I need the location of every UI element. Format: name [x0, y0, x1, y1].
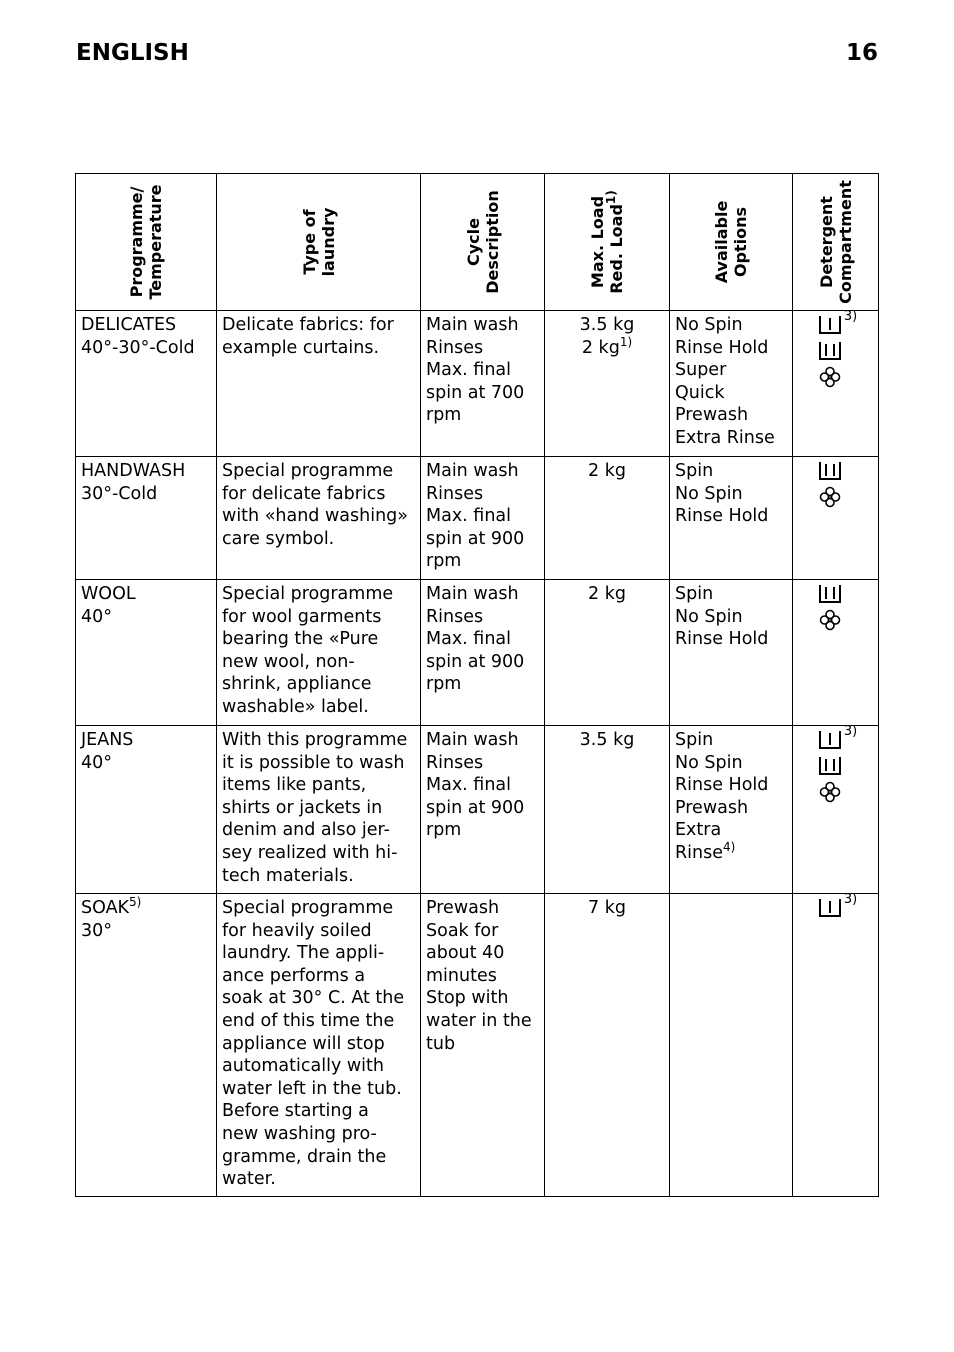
header-max-load: Max. Load Red. Load$^{1)}$ — [545, 174, 670, 311]
table-row — [76, 580, 879, 726]
header-cycle-description: Cycle Description — [421, 174, 545, 311]
prewash-compartment-icon — [818, 729, 842, 751]
prewash-compartment-icon — [818, 314, 842, 336]
options-cell: No Spin Rinse Hold Super Quick Prewash Extra Rinse — [670, 311, 793, 457]
fabric-softener-flower-icon — [818, 366, 842, 388]
laundry-cell: Special programme for delicate fabrics with «hand washing» care symbol. — [217, 457, 421, 580]
language-heading: ENGLISH — [76, 40, 189, 66]
fabric-softener-flower-icon — [818, 781, 842, 803]
header-programme-temperature: Programme/ Temperature — [76, 174, 217, 311]
load-cell: 3.5 kg — [545, 726, 670, 894]
cycle-cell: Prewash Soak for about 40 minutes Stop with water in the tub — [421, 894, 545, 1197]
table-row — [76, 894, 879, 1197]
page-number: 16 — [845, 40, 878, 66]
prewash-compartment-icon — [818, 897, 842, 919]
load-cell: 3.5 kg 2 $kg^{1)}$ — [545, 311, 670, 457]
programme-cell: WOOL 40° — [76, 580, 217, 726]
laundry-cell: Special programme for wool garments bearing the «Pure new wool, non- shrink, appliance washable» label. — [217, 580, 421, 726]
detergent-cell: 3) — [793, 726, 879, 894]
laundry-cell: Delicate fabrics: for example curtains. — [217, 311, 421, 457]
fabric-softener-flower-icon — [818, 609, 842, 631]
programme-cell: DELICATES 40°-30°-Cold — [76, 311, 217, 457]
programme-cell: SOAK$^{5)}$ 30° — [76, 894, 217, 1197]
detergent-cell — [793, 457, 879, 580]
fabric-softener-flower-icon — [818, 486, 842, 508]
laundry-cell: Special programme for heavily soiled laundry. The appli- ance performs a soak at 30° C. At the end of this time the appliance will stop automatically with water left in the tub. Before starting a new washing pro- gramme, drain the water. — [217, 894, 421, 1197]
options-cell: Spin No Spin Rinse Hold — [670, 580, 793, 726]
detergent-cell: 3) — [793, 311, 879, 457]
laundry-cell: With this programme it is possible to wash items like pants, shirts or jackets in denim and also jer- sey realized with hi- tech materials. — [217, 726, 421, 894]
cycle-cell: Main wash Rinses Max. final spin at 900 rpm — [421, 726, 545, 894]
cycle-cell: Main wash Rinses Max. final spin at 900 rpm — [421, 457, 545, 580]
table-row — [76, 457, 879, 580]
table-header-row — [76, 174, 879, 311]
table-row — [76, 726, 879, 894]
detergent-cell: 3) — [793, 894, 879, 1197]
programme-table — [75, 173, 879, 1197]
options-cell — [670, 894, 793, 1197]
table-row — [76, 311, 879, 457]
header-type-of-laundry: Type of laundry — [217, 174, 421, 311]
programme-cell: HANDWASH 30°-Cold — [76, 457, 217, 580]
programme-cell: JEANS 40° — [76, 726, 217, 894]
main-wash-compartment-icon — [818, 460, 842, 482]
load-cell: 2 kg — [545, 457, 670, 580]
cycle-cell: Main wash Rinses Max. final spin at 900 rpm — [421, 580, 545, 726]
options-cell: Spin No Spin Rinse Hold Prewash Extra Rinse$^{4)}$ — [670, 726, 793, 894]
main-wash-compartment-icon — [818, 755, 842, 777]
header-detergent-compartment: Detergent Compartment — [793, 174, 879, 311]
detergent-cell — [793, 580, 879, 726]
load-cell: 7 kg — [545, 894, 670, 1197]
main-wash-compartment-icon — [818, 583, 842, 605]
header-available-options: Available Options — [670, 174, 793, 311]
main-wash-compartment-icon — [818, 340, 842, 362]
load-cell: 2 kg — [545, 580, 670, 726]
cycle-cell: Main wash Rinses Max. final spin at 700 rpm — [421, 311, 545, 457]
options-cell: Spin No Spin Rinse Hold — [670, 457, 793, 580]
